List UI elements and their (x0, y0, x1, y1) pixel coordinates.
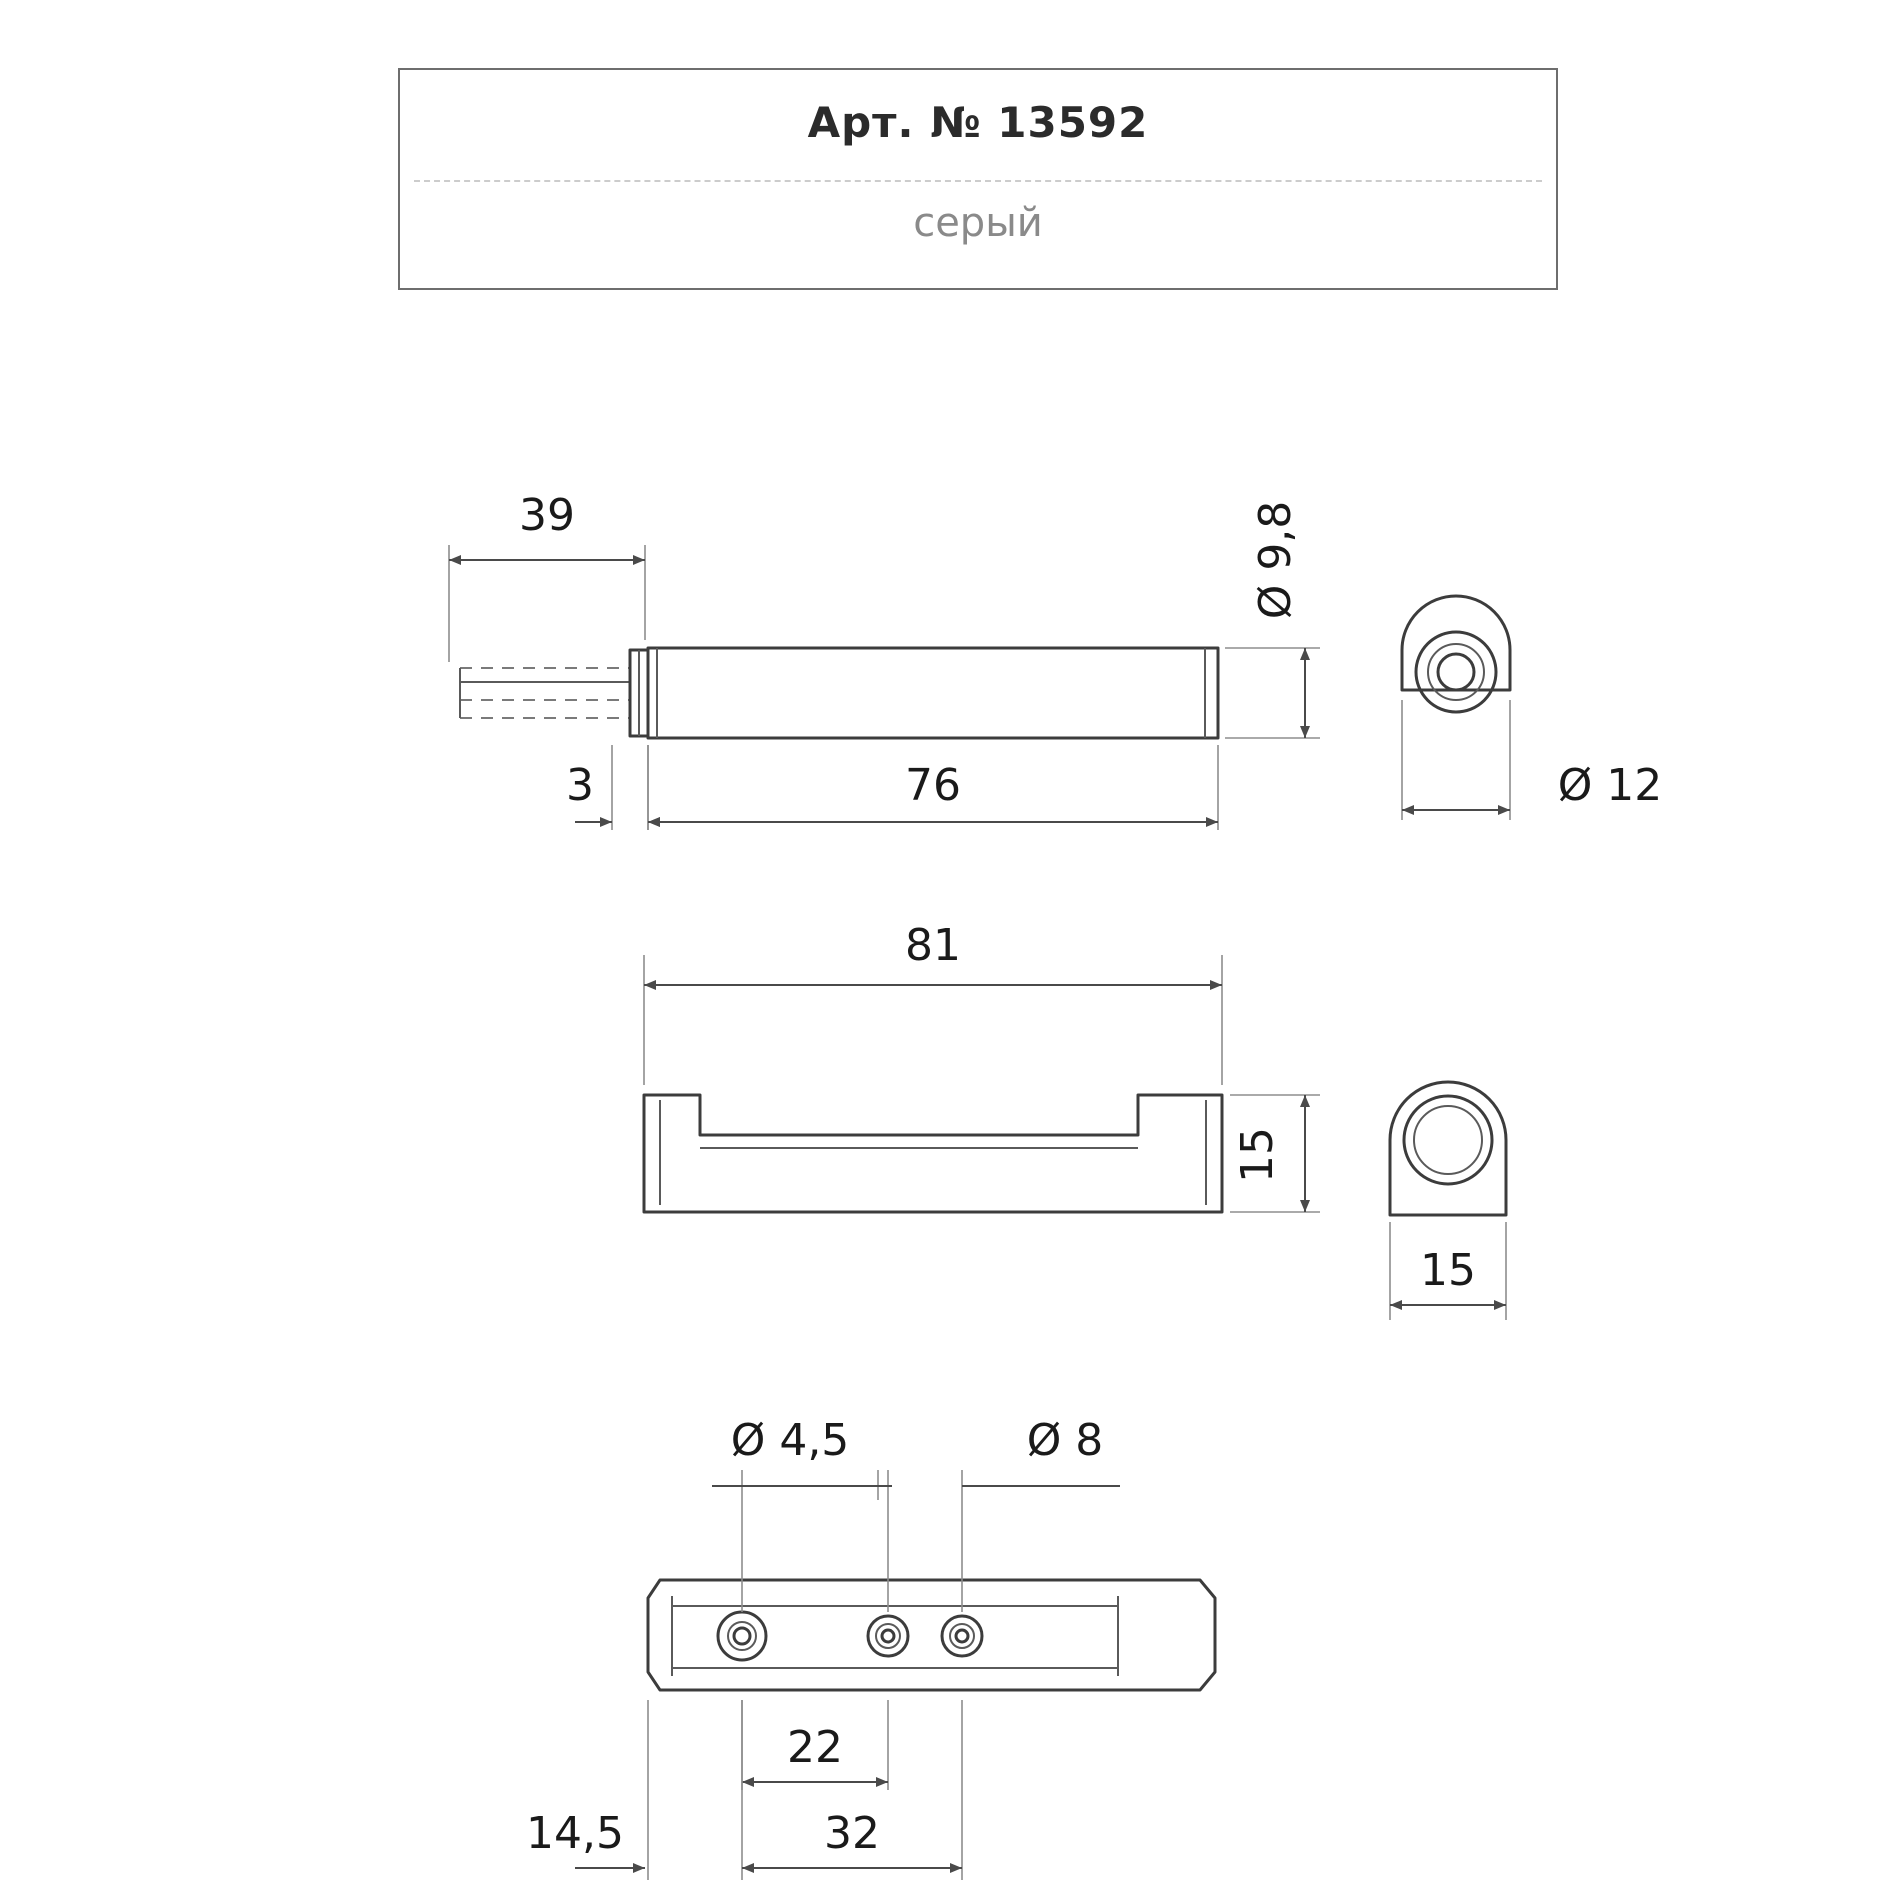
dim-label-12: Ø 12 (1557, 760, 1663, 811)
hole-8a-inner (882, 1630, 894, 1642)
color-name: серый (913, 200, 1043, 246)
view-bracket-top (526, 1415, 1215, 1880)
pin-barrel (648, 648, 1218, 738)
hole-45-mid (728, 1622, 756, 1650)
pin-end-inner-circle (1438, 654, 1474, 690)
dim-label-98: Ø 9,8 (1250, 500, 1301, 620)
hole-8b-mid (950, 1624, 974, 1648)
dim-label-45: Ø 4,5 (730, 1415, 850, 1466)
hole-45-inner (734, 1628, 750, 1644)
hole-8b-inner (956, 1630, 968, 1642)
dim-label-32: 32 (824, 1808, 880, 1859)
bracket-profile (644, 1095, 1222, 1212)
view-pin-side (449, 490, 1320, 830)
hole-8a-outer (868, 1616, 908, 1656)
dim-label-3: 3 (566, 760, 594, 811)
article-number: Арт. № 13592 (807, 98, 1149, 147)
dim-label-22: 22 (787, 1722, 843, 1773)
dim-label-8: Ø 8 (1026, 1415, 1104, 1466)
dim-label-39: 39 (519, 490, 575, 541)
bracket-end-body (1390, 1082, 1506, 1215)
bracket-end-hole-outer (1404, 1096, 1492, 1184)
dim-label-76: 76 (905, 760, 961, 811)
hole-8b-outer (942, 1616, 982, 1656)
view-pin-end (1402, 596, 1662, 820)
view-bracket-end (1390, 1082, 1506, 1320)
hole-8a-mid (876, 1624, 900, 1648)
hole-45-outer (718, 1612, 766, 1660)
dim-label-15h: 15 (1420, 1245, 1476, 1296)
bracket-end-hole-inner (1414, 1106, 1482, 1174)
dim-label-15v: 15 (1232, 1127, 1283, 1183)
pin-end-mid-circle (1428, 644, 1484, 700)
dim-label-81: 81 (905, 920, 961, 971)
view-bracket-side (644, 920, 1320, 1212)
dim-label-145: 14,5 (526, 1808, 624, 1859)
